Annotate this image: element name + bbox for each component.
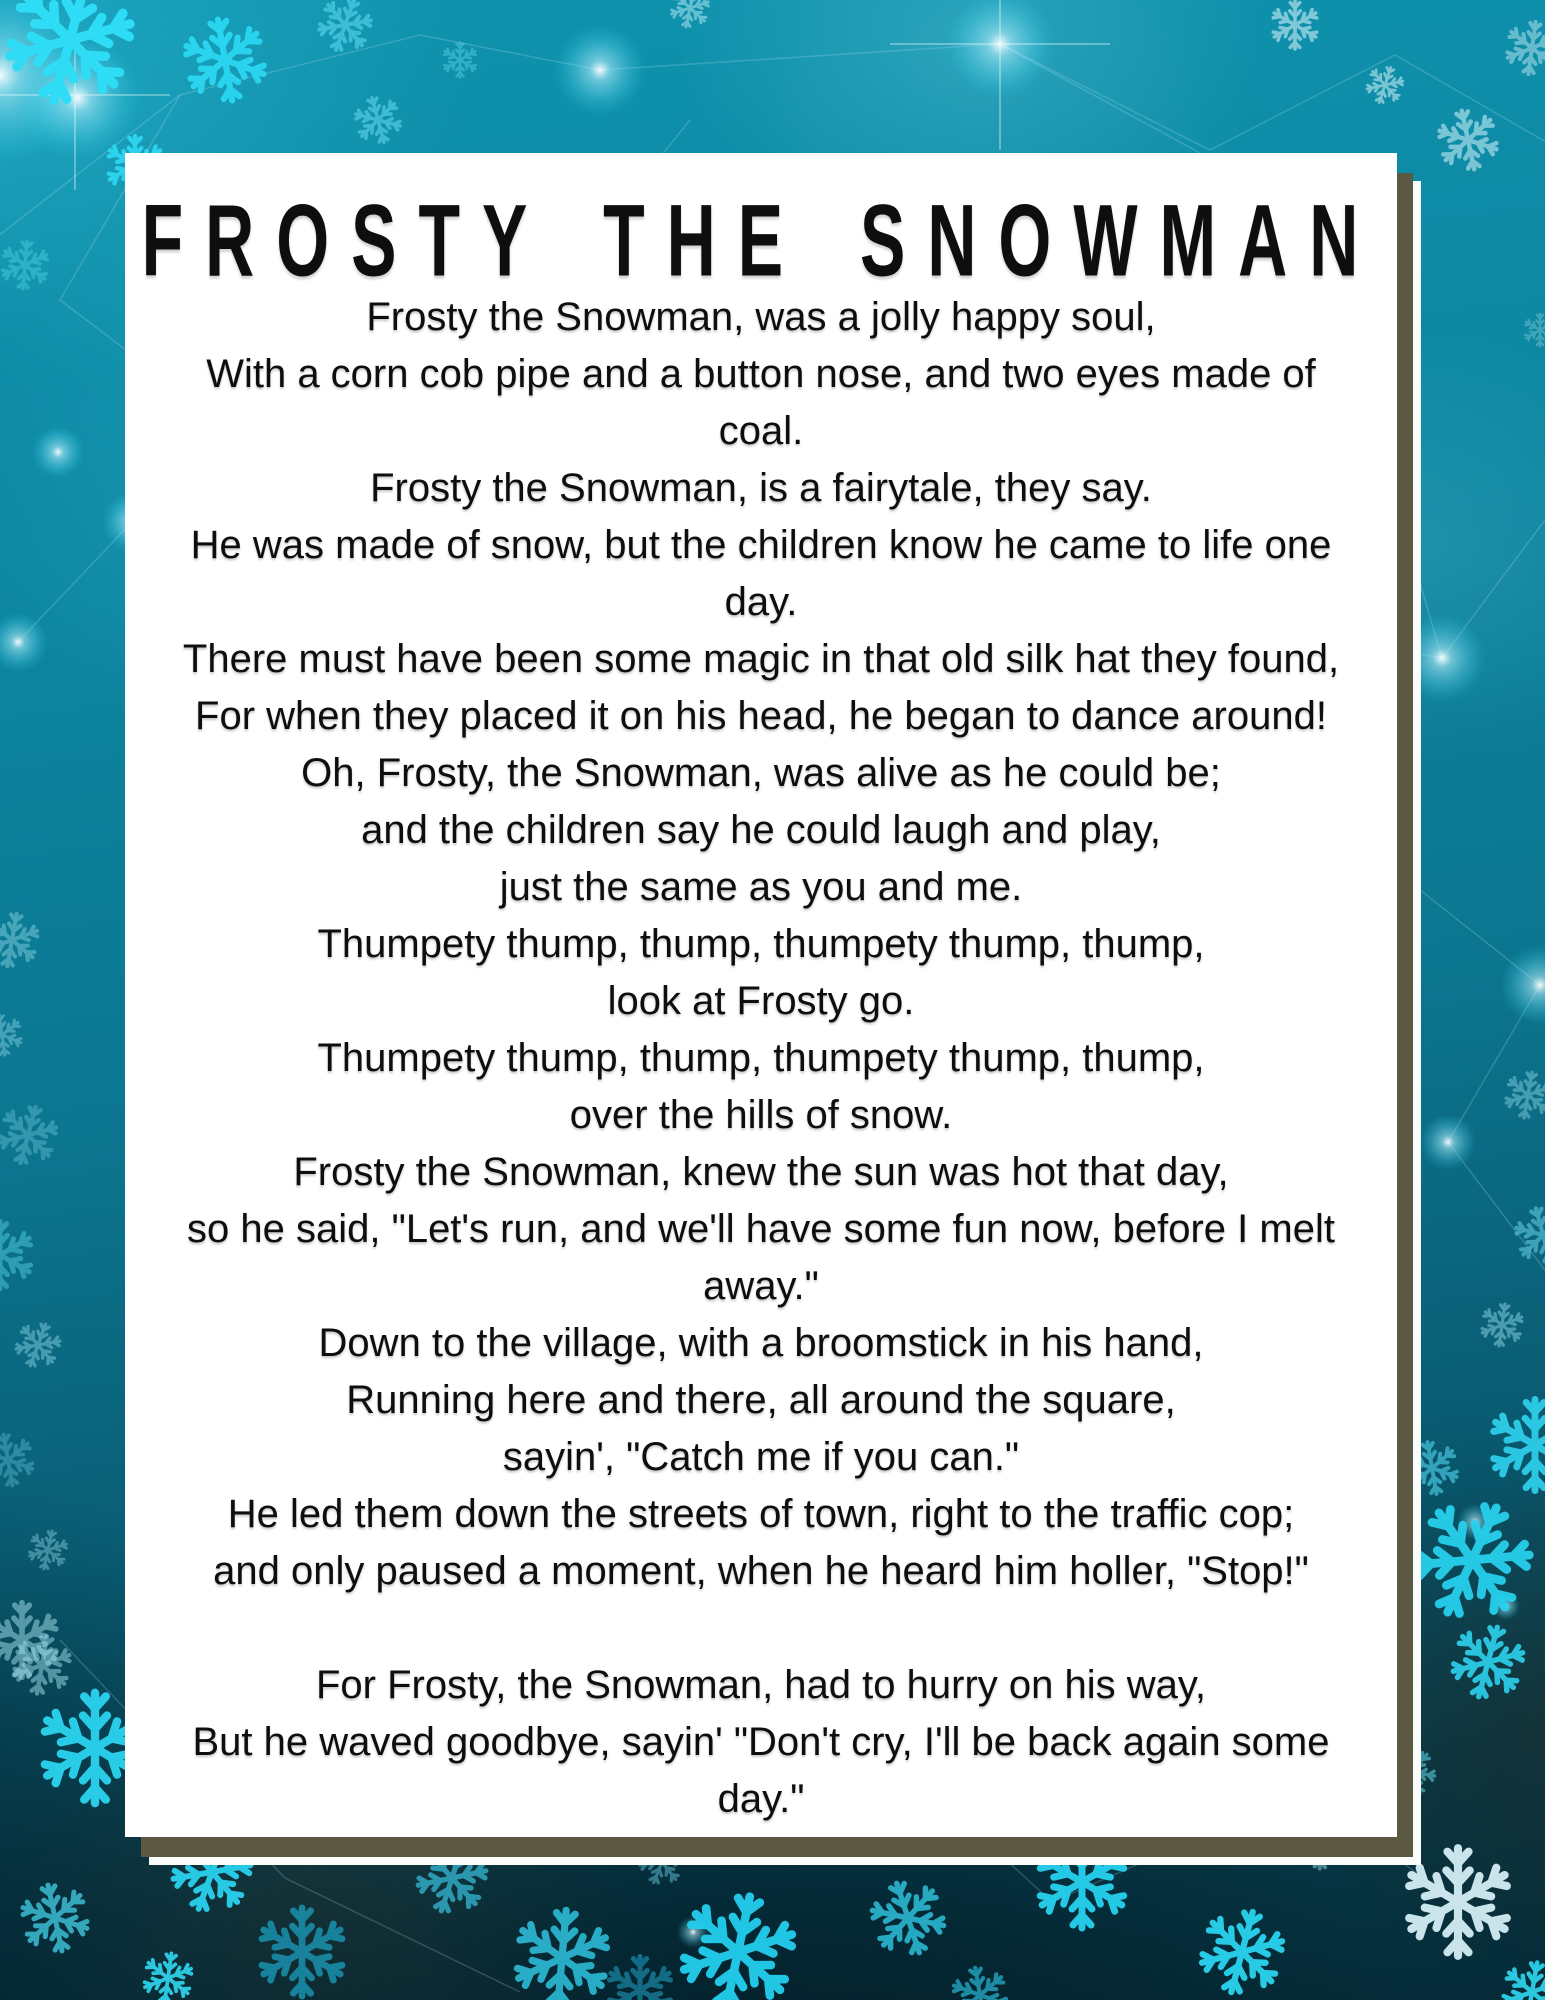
title-wrap	[125, 184, 1397, 299]
lyric-line: Oh, Frosty, the Snowman, was alive as he could be;	[301, 751, 1221, 795]
lyric-line: Running here and there, all around the square,	[346, 1378, 1176, 1422]
lyric-line: Thumpety thump, thump, thumpety thump, thump,	[317, 1036, 1205, 1080]
lyric-line: Frosty the Snowman, knew the sun was hot that day,	[293, 1150, 1229, 1194]
lyric-line: day."	[717, 1777, 805, 1821]
lyric-line: Frosty the Snowman, was a jolly happy soul,	[366, 295, 1156, 339]
lyric-line: look at Frosty go.	[607, 979, 915, 1023]
lyric-line: day.	[724, 580, 798, 624]
lyric-line: and only paused a moment, when he heard him holler, "Stop!"	[213, 1549, 1309, 1593]
lyric-line: and the children say he could laugh and play,	[361, 808, 1161, 852]
lyric-line: Frosty the Snowman, is a fairytale, they say.	[370, 466, 1152, 510]
lyric-line: over the hills of snow.	[569, 1093, 953, 1137]
lyric-line: coal.	[718, 409, 804, 453]
lyric-line: There must have been some magic in that old silk hat they found,	[182, 637, 1340, 681]
lyric-line: He was made of snow, but the children know he came to life one	[190, 523, 1332, 567]
lyric-line: But he waved goodbye, sayin' "Don't cry, I'll be back again some	[192, 1720, 1330, 1764]
lyric-line: so he said, "Let's run, and we'll have some fun now, before I melt	[187, 1207, 1335, 1251]
lyric-line: For when they placed it on his head, he began to dance around!	[195, 694, 1327, 738]
lyric-line: away."	[703, 1264, 819, 1308]
lyric-card	[125, 153, 1397, 1837]
lyrics-block	[125, 289, 1397, 1828]
lyric-line: He led them down the streets of town, right to the traffic cop;	[227, 1492, 1295, 1536]
lyric-line: With a corn cob pipe and a button nose, and two eyes made of	[206, 352, 1316, 396]
page-title: FROSTY THE SNOWMAN	[141, 184, 1381, 299]
lyric-line: For Frosty, the Snowman, had to hurry on his way,	[316, 1663, 1206, 1707]
lyric-line	[125, 1600, 1397, 1657]
lyric-line: sayin', "Catch me if you can."	[502, 1435, 1020, 1479]
lyric-line: just the same as you and me.	[499, 865, 1023, 909]
lyric-line: Down to the village, with a broomstick in his hand,	[318, 1321, 1204, 1365]
lyric-line: Thumpety thump, thump, thumpety thump, thump,	[317, 922, 1205, 966]
